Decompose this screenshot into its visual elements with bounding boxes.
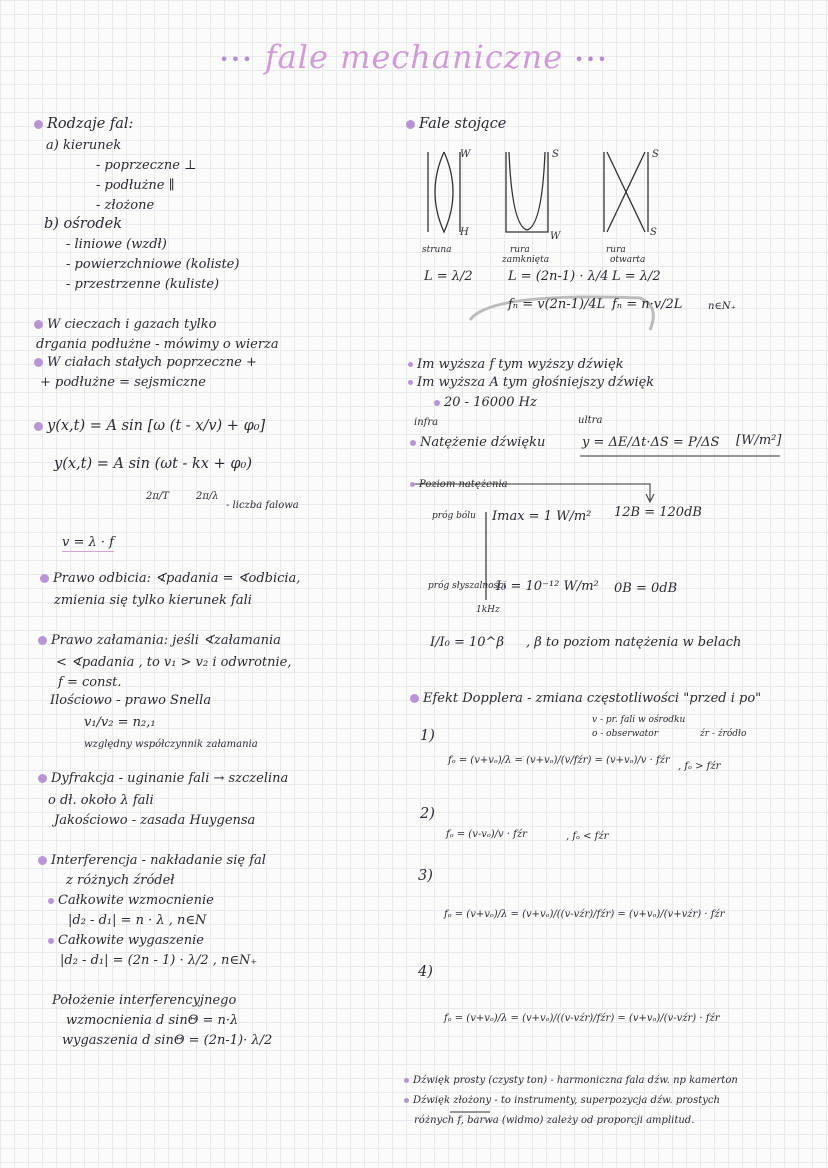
bullet-icon [408, 362, 413, 367]
solid-line1: W ciałach stałych poprzeczne + [34, 354, 257, 371]
types-b2: - powierzchniowe (koliste) [66, 257, 240, 272]
hearing-range: 20 - 16000 Hz [434, 394, 537, 411]
types-a2: - podłużne ∥ [96, 178, 175, 193]
doppler-case1: 1) [420, 728, 435, 744]
interference-line9: wygaszenia d sinΘ = (2n-1)· λ/2 [62, 1033, 273, 1048]
bullet-icon [410, 440, 416, 446]
types-a3: - złożone [96, 198, 155, 213]
caption-closed-b: zamknięta [502, 255, 550, 265]
title-text: fale mechaniczne [264, 38, 564, 76]
bullet-icon [404, 1098, 409, 1103]
refraction-line1: Prawo załamania: jeśli ∢załamania [38, 632, 281, 649]
reflection-line2: zmienia się tylko kierunek fali [54, 593, 252, 608]
beta-label: , β to poziom natężenia w belach [526, 635, 742, 650]
node-w1: W [460, 149, 471, 160]
node-s3: S [650, 227, 657, 238]
refraction-line3: f = const. [58, 675, 122, 690]
types-b: b) ośrodek [44, 216, 123, 232]
bullet-icon [434, 400, 440, 406]
solid-line2: + podłużne = sejsmiczne [40, 375, 206, 390]
ultra-label: ultra [578, 415, 603, 426]
wave-eq2: y(x,t) = A sin (ωt - kx + φ₀) [54, 456, 252, 472]
audibility-threshold: próg słyszalności [428, 581, 507, 591]
caption-open-b: otwarta [610, 255, 646, 265]
interference-line4: |d₂ - d₁| = n · λ , n∈N [68, 913, 207, 928]
i0-db: 0B = 0dB [614, 581, 678, 596]
n-natural: n∈N₊ [708, 301, 736, 312]
snell-label: względny współczynnik załamania [84, 739, 258, 750]
khz-label: 1kHz [476, 605, 500, 615]
refraction-line4: Ilościowo - prawo Snella [50, 693, 212, 708]
k-label: - liczba falowa [226, 500, 299, 511]
diffraction-line1: Dyfrakcja - uginanie fali → szczelina [38, 770, 288, 787]
interference-line1: Interferencja - nakładanie się fal [38, 852, 266, 869]
doppler-case2: 2) [420, 806, 435, 822]
interference-line6: |d₂ - d₁| = (2n - 1) · λ/2 , n∈N₊ [60, 953, 258, 968]
imax-db: 12B = 120dB [614, 505, 702, 520]
infra-label: infra [414, 417, 439, 428]
diffraction-line3: Jakościowo - zasada Huygensa [54, 813, 256, 828]
title-dots-left: ••• [219, 50, 254, 69]
freq-open: fₙ = n·v/2L [612, 297, 683, 312]
interference-line8: wzmocnienia d sinΘ = n·λ [66, 1013, 239, 1028]
intensity-eq: y = ΔE/Δt·ΔS = P/ΔS [582, 435, 720, 450]
node-w2: W [550, 231, 561, 242]
doppler-case1-cmp: , fₒ > fźr [678, 761, 721, 772]
snell-law: v₁/v₂ = n₂,₁ [84, 715, 156, 730]
i0: I₀ = 10⁻¹² W/m² [496, 579, 599, 594]
liquid-line1: W cieczach i gazach tylko [34, 316, 216, 333]
doppler-o-def: o - obserwator [592, 729, 659, 739]
imax: Imax = 1 W/m² [492, 509, 592, 524]
caption-string: struna [422, 245, 452, 255]
length-open: L = λ/2 [612, 269, 661, 284]
doppler-case3: 3) [418, 868, 433, 884]
title-dots-right: ••• [574, 50, 609, 69]
v-equation: v = λ · f [62, 535, 114, 550]
wave-eq1: y(x,t) = A sin [ω (t - x/v) + φ₀] [34, 418, 265, 435]
freq-closed: fₙ = v(2n-1)/4L [508, 297, 606, 312]
complex-tone1: Dźwięk złożony - to instrumenty, superpozycja dźw. prostych [404, 1092, 720, 1109]
doppler-case2-cmp: , fₒ < fźr [566, 831, 609, 842]
caption-open-a: rura [606, 245, 626, 255]
pitch-line: Im wyższa f tym wyższy dźwięk [408, 356, 624, 373]
bullet-icon [410, 694, 419, 703]
doppler-heading: Efekt Dopplera - zmiana częstotliwości "przed i po" [410, 690, 761, 707]
bullet-icon [410, 482, 415, 487]
types-a: a) kierunek [46, 138, 122, 153]
caption-closed-a: rura [510, 245, 530, 255]
loudness-line: Im wyższa A tym głośniejszy dźwięk [408, 374, 654, 391]
bullet-icon [404, 1078, 409, 1083]
reflection-line1: Prawo odbicia: ∢padania = ∢odbicia, [40, 570, 300, 587]
omega-def: 2π/T [146, 491, 169, 502]
interference-line5: Całkowite wygaszenie [48, 932, 204, 949]
node-h1: H [460, 227, 469, 238]
complex-tone2: różnych f, barwa (widmo) zależy od proporcji amplitud. [414, 1115, 695, 1126]
level-label: Poziom natężenia [410, 476, 508, 493]
k-def: 2π/λ [196, 491, 219, 502]
standing-heading: Fale stojące [406, 116, 506, 133]
node-s2: S [652, 149, 659, 160]
intensity-label: Natężenie dźwięku [410, 434, 545, 451]
intensity-unit: [W/m²] [736, 433, 782, 448]
length-string: L = λ/2 [424, 269, 473, 284]
liquid-line2: drgania podłużne - mówimy o wierza [36, 337, 279, 352]
node-s1: S [552, 149, 559, 160]
diffraction-line2: o dł. około λ fali [48, 793, 154, 808]
length-closed: L = (2n-1) · λ/4 [508, 269, 609, 284]
doppler-case4: 4) [418, 964, 433, 980]
types-heading: Rodzaje fal: [34, 116, 133, 133]
interference-line3: Całkowite wzmocnienie [48, 892, 214, 909]
interference-line2: z różnych źródeł [66, 873, 175, 888]
bullet-icon [408, 380, 413, 385]
doppler-v-def: v - pr. fali w ośrodku [592, 715, 686, 725]
types-b1: - liniowe (wzdł) [66, 237, 167, 252]
level-ratio: I/I₀ = 10^β [430, 635, 504, 650]
doppler-case4-eq: fₒ = (v+vₒ)/λ = (v+vₒ)/((v-vźr)/fźr) = (v+vₒ)/(v-vźr) · fźr [444, 1013, 720, 1024]
doppler-case3-eq: fₒ = (v+vₒ)/λ = (v+vₒ)/((v-vźr)/fźr) = (v+vₒ)/(v+vźr) · fźr [444, 909, 725, 920]
pure-tone: Dźwięk prosty (czysty ton) - harmoniczna fala dźw. np kamerton [404, 1072, 738, 1089]
pain-threshold: próg bólu [432, 511, 476, 521]
doppler-src-def: źr - źródło [700, 729, 747, 739]
doppler-case2-eq: fₒ = (v-vₒ)/v · fźr [446, 829, 527, 840]
doppler-case1-eq: fₒ = (v+vₒ)/λ = (v+vₒ)/(v/fźr) = (v+vₒ)/v · fźr [448, 755, 670, 766]
refraction-line2: < ∢padania , to v₁ > v₂ i odwrotnie, [56, 655, 292, 670]
types-b3: - przestrzenne (kuliste) [66, 277, 220, 292]
interference-line7: Położenie interferencyjnego [52, 993, 237, 1008]
types-a1: - poprzeczne ⊥ [96, 158, 197, 173]
